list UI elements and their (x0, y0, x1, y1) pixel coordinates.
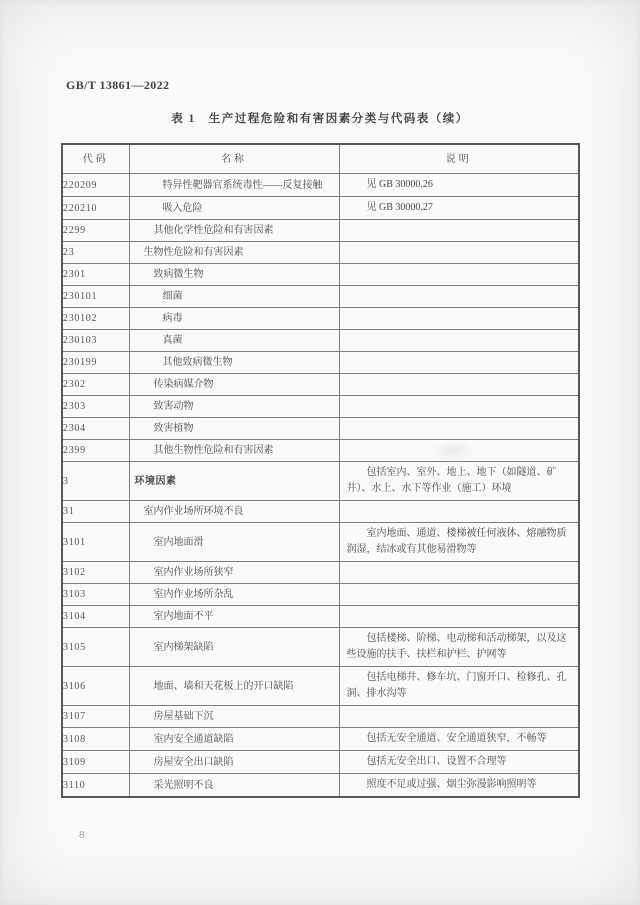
desc-cell: 室内地面、通道、楼梯被任何液体、熔融物质润湿，结冰或有其他易滑物等 (339, 523, 579, 562)
hazard-code-table (61, 143, 580, 798)
table-row (62, 628, 579, 667)
code-cell: 3104 (62, 606, 129, 628)
code-cell: 230199 (62, 352, 129, 374)
desc-cell (339, 264, 579, 286)
table-row (62, 374, 579, 396)
code-cell: 2302 (62, 374, 129, 396)
name-cell: 致害动物 (129, 396, 339, 418)
page-number: 8 (79, 829, 85, 841)
table-row (62, 523, 579, 562)
code-cell: 3109 (62, 751, 129, 774)
name-cell: 室内作业场所杂乱 (129, 584, 339, 606)
name-cell: 室内地面不平 (129, 606, 339, 628)
desc-cell (339, 418, 579, 440)
code-cell: 3105 (62, 628, 129, 667)
table-title: 表 1 生产过程危险和有害因素分类与代码表（续） (171, 113, 469, 125)
table-row (62, 606, 579, 628)
name-cell: 细菌 (129, 286, 339, 308)
table-row (62, 751, 579, 774)
desc-cell (339, 706, 579, 728)
name-cell: 致病微生物 (129, 264, 339, 286)
table-row (62, 396, 579, 418)
name-cell: 环境因素 (129, 462, 339, 501)
desc-cell: 见 GB 30000.26 (339, 174, 579, 197)
name-cell: 其他化学性危险和有害因素 (129, 220, 339, 242)
table-row (62, 418, 579, 440)
name-cell: 房屋安全出口缺陷 (129, 751, 339, 774)
desc-cell: 包括无安全通道、安全通道狭窄，不畅等 (339, 728, 579, 751)
name-cell: 其他致病微生物 (129, 352, 339, 374)
table-row (62, 174, 579, 197)
name-cell: 房屋基础下沉 (129, 706, 339, 728)
code-cell: 2301 (62, 264, 129, 286)
desc-cell (339, 220, 579, 242)
name-cell: 传染病媒介物 (129, 374, 339, 396)
table-row (62, 706, 579, 728)
desc-cell (339, 352, 579, 374)
code-cell: 230101 (62, 286, 129, 308)
desc-cell: 包括无安全出口、设置不合理等 (339, 751, 579, 774)
table-row (62, 440, 579, 462)
desc-cell: 照度不足或过强、烟尘弥漫影响照明等 (339, 774, 579, 798)
name-cell: 室内安全通道缺陷 (129, 728, 339, 751)
desc-cell: 包括电梯井、修车坑、门窗开口、检修孔、孔洞、排水沟等 (339, 667, 579, 706)
name-cell: 室内作业场所环境不良 (129, 501, 339, 523)
table-row (62, 728, 579, 751)
table-row (62, 286, 579, 308)
table-row (62, 308, 579, 330)
code-cell: 3103 (62, 584, 129, 606)
name-cell: 病毒 (129, 308, 339, 330)
code-cell: 230102 (62, 308, 129, 330)
table-row (62, 584, 579, 606)
desc-cell (339, 606, 579, 628)
desc-cell (339, 242, 579, 264)
code-cell: 3110 (62, 774, 129, 798)
table-header-row (62, 144, 579, 174)
name-cell: 室内梯架缺陷 (129, 628, 339, 667)
desc-cell (339, 501, 579, 523)
table-row (62, 501, 579, 523)
code-cell: 230103 (62, 330, 129, 352)
table-row (62, 242, 579, 264)
code-cell: 2299 (62, 220, 129, 242)
code-cell: 31 (62, 501, 129, 523)
desc-cell (339, 396, 579, 418)
column-header-name: 名称 (129, 144, 339, 174)
name-cell: 致害植物 (129, 418, 339, 440)
desc-cell (339, 374, 579, 396)
name-cell: 室内作业场所狭窄 (129, 562, 339, 584)
table-row (62, 462, 579, 501)
code-cell: 2303 (62, 396, 129, 418)
code-cell: 3101 (62, 523, 129, 562)
code-cell: 3102 (62, 562, 129, 584)
desc-cell (339, 440, 579, 462)
name-cell: 特异性靶器官系统毒性——反复接触 (129, 174, 339, 197)
table-row (62, 352, 579, 374)
code-cell: 220210 (62, 197, 129, 220)
table-body (62, 174, 579, 798)
table-row (62, 562, 579, 584)
code-cell: 3108 (62, 728, 129, 751)
desc-cell (339, 562, 579, 584)
table-row (62, 667, 579, 706)
name-cell: 采光照明不良 (129, 774, 339, 798)
code-cell: 23 (62, 242, 129, 264)
code-cell: 220209 (62, 174, 129, 197)
code-cell: 3107 (62, 706, 129, 728)
name-cell: 吸入危险 (129, 197, 339, 220)
desc-cell: 见 GB 30000.27 (339, 197, 579, 220)
table-row (62, 774, 579, 798)
desc-cell (339, 584, 579, 606)
desc-cell: 包括楼梯、阶梯、电动梯和活动梯架，以及这些设施的扶手、扶栏和护栏、护网等 (339, 628, 579, 667)
table-row (62, 330, 579, 352)
name-cell: 其他生物性危险和有害因素 (129, 440, 339, 462)
name-cell: 室内地面滑 (129, 523, 339, 562)
code-cell: 3 (62, 462, 129, 501)
desc-cell (339, 308, 579, 330)
code-cell: 2304 (62, 418, 129, 440)
standard-number: GB/T 13861—2022 (66, 78, 170, 92)
desc-cell (339, 286, 579, 308)
table-row (62, 197, 579, 220)
name-cell: 生物性危险和有害因素 (129, 242, 339, 264)
column-header-desc: 说明 (339, 144, 579, 174)
column-header-code: 代码 (62, 144, 129, 174)
table-row (62, 220, 579, 242)
desc-cell: 包括室内、室外、地上、地下（如隧道、矿井）、水上、水下等作业（施工）环境 (339, 462, 579, 501)
name-cell: 真菌 (129, 330, 339, 352)
code-cell: 3106 (62, 667, 129, 706)
code-cell: 2399 (62, 440, 129, 462)
table-row (62, 264, 579, 286)
desc-cell (339, 330, 579, 352)
name-cell: 地面、墙和天花板上的开口缺陷 (129, 667, 339, 706)
